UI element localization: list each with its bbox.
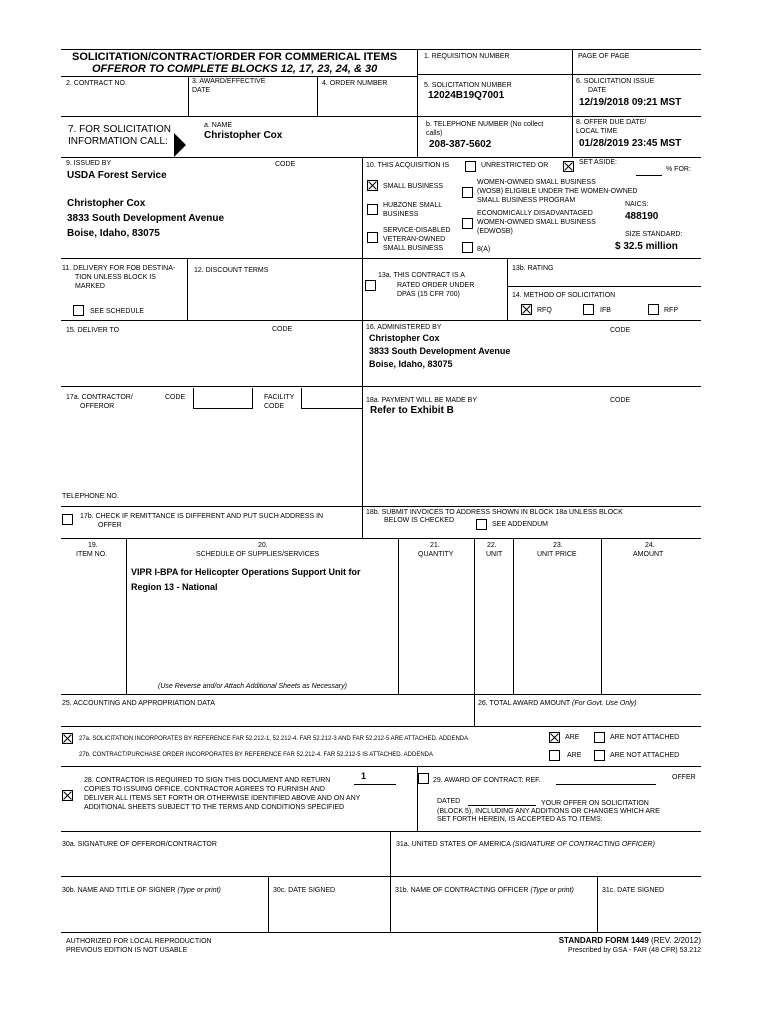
- telephone-no-label: TELEPHONE NO.: [62, 493, 119, 500]
- 27a-are-label: ARE: [565, 734, 580, 741]
- remittance-label-1: 17b. CHECK IF REMITTANCE IS DIFFERENT AND PUT SUCH ADDRESS IN: [80, 513, 324, 520]
- 29-label: 29. AWARD OF CONTRACT: REF.: [433, 777, 541, 784]
- payment-label: 18a. PAYMENT WILL BE MADE BY: [366, 397, 477, 404]
- col22-label: UNIT: [486, 551, 503, 558]
- offeror-signature-label: 30a. SIGNATURE OF OFFEROR/CONTRACTOR: [62, 841, 217, 848]
- schedule-note: (Use Reverse and/or Attach Additional Sheets as Necessary): [158, 683, 347, 690]
- co-name-text: 31b. NAME OF CONTRACTING OFFICER: [395, 887, 529, 894]
- col23-num: 23.: [553, 542, 563, 549]
- hubzone-checkbox[interactable]: [367, 204, 378, 215]
- rfp-checkbox[interactable]: [648, 304, 659, 315]
- 27a-are-checkbox[interactable]: [549, 732, 560, 743]
- admin-name: Christopher Cox: [369, 333, 440, 343]
- hubzone-label-1: HUBZONE SMALL: [383, 202, 443, 209]
- contact-name-label: a. NAME: [204, 122, 233, 129]
- remittance-checkbox[interactable]: [62, 514, 73, 525]
- rfq-checkbox[interactable]: [521, 304, 532, 315]
- order-number-label: 4. ORDER NUMBER: [322, 80, 388, 87]
- col19-num: 19.: [88, 542, 98, 549]
- page-label: PAGE OF PAGE: [578, 53, 630, 60]
- issuer-city: Boise, Idaho, 83075: [67, 228, 160, 239]
- 28-line-1: 28. CONTRACTOR IS REQUIRED TO SIGN THIS DOCUMENT AND RETURN: [84, 777, 331, 784]
- co-date-label: 31c. DATE SIGNED: [602, 887, 665, 894]
- telephone-value: 208-387-5602: [429, 139, 492, 150]
- discount-terms-label: 12. DISCOUNT TERMS: [194, 267, 269, 274]
- signer-name-note: (Type or print): [177, 887, 221, 894]
- wosb-label-1: WOMEN-OWNED SMALL BUSINESS: [477, 179, 596, 186]
- form-subtitle: OFFEROR TO COMPLETE BLOCKS 12, 17, 23, 24, & 30: [92, 63, 378, 75]
- eight-a-label: 8(A): [477, 246, 491, 253]
- naics-label: NAICS:: [625, 201, 649, 208]
- offeror-date-label: 30c. DATE SIGNED: [273, 887, 336, 894]
- payment-value: Refer to Exhibit B: [370, 405, 454, 416]
- co-signature-note: (SIGNATURE OF CONTRACTING OFFICER): [512, 841, 655, 848]
- 29-line-1: YOUR OFFER ON SOLICITATION: [541, 800, 649, 807]
- 28-line-4: ADDITIONAL SHEETS SUBJECT TO THE TERMS AND CONDITIONS SPECIFIED: [84, 804, 345, 811]
- 28-copies: 1: [361, 771, 367, 781]
- eight-a-checkbox[interactable]: [462, 242, 473, 253]
- telephone-label-2: calls): [426, 130, 443, 137]
- solicitation-number-value: 12024B19Q7001: [428, 90, 505, 101]
- rfp-label: RFP: [664, 307, 678, 314]
- rated-order-checkbox[interactable]: [365, 280, 376, 291]
- contractor-code-box[interactable]: [193, 388, 253, 409]
- facility-code-box[interactable]: [301, 388, 362, 409]
- rated-order-label-1: 13a. THIS CONTRACT IS A: [378, 272, 465, 279]
- delivery-fob-label-2: TION UNLESS BLOCK IS: [75, 274, 156, 281]
- info-call-label-2: INFORMATION CALL:: [68, 136, 168, 147]
- pct-for-label: % FOR:: [666, 166, 691, 173]
- set-aside-checkbox[interactable]: [563, 161, 574, 172]
- acquisition-label: 10. THIS ACQUISITION IS: [366, 162, 450, 169]
- footer-reproduction: AUTHORIZED FOR LOCAL REPRODUCTION: [66, 938, 212, 945]
- 29-checkbox[interactable]: [418, 773, 429, 784]
- form-title: SOLICITATION/CONTRACT/ORDER FOR COMMERICAL ITEMS: [72, 51, 398, 63]
- sdvosb-label-3: SMALL BUSINESS: [383, 245, 444, 252]
- contractor-label-2: OFFEROR: [80, 403, 115, 410]
- issuer-street: 3833 South Development Avenue: [67, 213, 225, 224]
- contractor-code-label: CODE: [165, 394, 186, 401]
- edwosb-label-1: ECONOMICALLY DISADVANTAGED: [477, 210, 593, 217]
- issued-by-code-label: CODE: [275, 161, 296, 168]
- admin-city: Boise, Idaho, 83075: [369, 359, 453, 369]
- solicitation-number-label: 5. SOLICITATION NUMBER: [424, 82, 512, 89]
- see-addendum-label: SEE ADDENDUM: [492, 521, 549, 528]
- col22-num: 22.: [487, 542, 497, 549]
- issuer-name: Christopher Cox: [67, 198, 146, 209]
- see-addendum-checkbox[interactable]: [476, 519, 487, 530]
- 28-line-3: DELIVER ALL ITEMS SET FORTH OR OTHERWISE IDENTIFIED ABOVE AND ON ANY: [84, 795, 361, 802]
- offer-due-value: 01/28/2019 23:45 MST: [579, 138, 682, 149]
- method-label: 14. METHOD OF SOLICITATION: [512, 292, 616, 299]
- offer-due-label-2: LOCAL TIME: [576, 128, 618, 135]
- arrow-icon: [174, 133, 186, 157]
- unrestricted-label: UNRESTRICTED OR: [481, 162, 549, 169]
- remittance-label-2: OFFER: [98, 522, 122, 529]
- col20-num: 20.: [258, 542, 268, 549]
- info-call-label-1: 7. FOR SOLICITATION: [68, 124, 171, 135]
- issue-date-label-1: 6. SOLICITATION ISSUE: [576, 78, 655, 85]
- rating-label: 13b. RATING: [512, 265, 554, 272]
- size-standard-label: SIZE STANDARD:: [625, 231, 683, 238]
- telephone-label-1: b. TELEPHONE NUMBER (No collect: [426, 121, 544, 128]
- invoice-label-1: 18b. SUBMIT INVOICES TO ADDRESS SHOWN IN BLOCK 18a UNLESS BLOCK: [366, 509, 623, 516]
- issue-date-label-2: DATE: [588, 87, 607, 94]
- footer-edition: PREVIOUS EDITION IS NOT USABLE: [66, 947, 188, 954]
- set-aside-label: SET ASIDE:: [579, 159, 617, 166]
- accounting-label: 25. ACCOUNTING AND APPROPRIATION DATA: [62, 700, 215, 707]
- deliver-to-code-label: CODE: [272, 326, 293, 333]
- administered-code-label: CODE: [610, 327, 631, 334]
- rfq-label: RFQ: [537, 307, 552, 314]
- col19-label: ITEM NO.: [76, 551, 108, 558]
- delivery-fob-label-1: 11. DELIVERY FOR FOB DESTINA-: [62, 265, 176, 272]
- requisition-number-label: 1. REQUISITION NUMBER: [424, 53, 510, 60]
- footer-prescribed: Prescribed by GSA - FAR (48 CFR) 53.212: [567, 947, 701, 954]
- ifb-checkbox[interactable]: [583, 304, 594, 315]
- small-business-checkbox[interactable]: [367, 180, 378, 191]
- rated-order-label-2: RATED ORDER UNDER: [397, 282, 475, 289]
- hubzone-label-2: BUSINESS: [383, 211, 419, 218]
- 27b-are-not-checkbox[interactable]: [594, 750, 605, 761]
- col24-num: 24.: [645, 542, 655, 549]
- 29-line-3: SET FORTH HEREIN, IS ACCEPTED AS TO ITEMS:: [437, 816, 603, 823]
- total-award-text: 26. TOTAL AWARD AMOUNT: [478, 700, 571, 707]
- 29-line-2: (BLOCK 5), INCLUDING ANY ADDITIONS OR CHANGES WHICH ARE: [437, 808, 660, 815]
- edwosb-checkbox[interactable]: [462, 218, 473, 229]
- award-date-label-2: DATE: [192, 87, 211, 94]
- wosb-label-2: (WOSB) ELIGIBLE UNDER THE WOMEN-OWNED: [477, 188, 638, 195]
- rated-order-label-3: DPAS (15 CFR 700): [397, 291, 460, 298]
- 27b-are-label: ARE: [567, 752, 582, 759]
- contract-no-label: 2. CONTRACT NO.: [66, 80, 127, 87]
- facility-code-label-1: FACILITY: [264, 394, 295, 401]
- deliver-to-label: 15. DELIVER TO: [66, 327, 120, 334]
- 27b-label: 27b. CONTRACT/PURCHASE ORDER INCORPORATES BY REFERENCE FAR 52.212-4. FAR 52.212-5 IS ATTACHED. ADDENDA: [79, 752, 433, 758]
- co-signature-text: 31a. UNITED STATES OF AMERICA: [396, 841, 511, 848]
- schedule-description-1: VIPR I-BPA for Helicopter Operations Support Unit for: [131, 567, 361, 577]
- footer-form-rev: (REV. 2/2012): [651, 936, 701, 945]
- sdvosb-checkbox[interactable]: [367, 232, 378, 243]
- 27a-label: 27a. SOLICITATION INCORPORATES BY REFERENCE FAR 52.212-1, 52.212-4. FAR 52.212-3 AND FAR 52.212-5 ARE ATTACHED. ADDENDA: [79, 736, 469, 742]
- admin-street: 3833 South Development Avenue: [369, 346, 511, 356]
- sdvosb-label-1: SERVICE-DISABLED: [383, 227, 451, 234]
- award-date-label-1: 3. AWARD/EFFECTIVE: [192, 78, 266, 85]
- 27a-checkbox[interactable]: [62, 733, 73, 744]
- col21-num: 21.: [430, 542, 440, 549]
- col24-label: AMOUNT: [633, 551, 664, 558]
- co-name-label: [395, 886, 574, 895]
- issue-date-value: 12/19/2018 09:21 MST: [579, 97, 682, 108]
- col23-label: UNIT PRICE: [537, 551, 577, 558]
- 27a-are-not-label: ARE NOT ATTACHED: [610, 734, 680, 741]
- contact-name-value: Christopher Cox: [204, 130, 283, 141]
- signer-name-text: 30b. NAME AND TITLE OF SIGNER: [62, 887, 176, 894]
- ifb-label: IFB: [600, 307, 611, 314]
- footer-form-name: STANDARD FORM 1449: [558, 936, 649, 945]
- schedule-description-2: Region 13 - National: [131, 582, 218, 592]
- 29-offer: OFFER: [672, 774, 696, 781]
- contractor-label-1: 17a. CONTRACTOR/: [66, 394, 133, 401]
- signer-name-label: [62, 886, 221, 895]
- issuing-agency: USDA Forest Service: [67, 170, 167, 181]
- see-schedule-checkbox[interactable]: [73, 305, 84, 316]
- payment-code-label: CODE: [610, 397, 631, 404]
- wosb-label-3: SMALL BUSINESS PROGRAM: [477, 197, 576, 204]
- see-schedule-label: SEE SCHEDULE: [90, 308, 145, 315]
- footer-form-id: [559, 936, 701, 945]
- sdvosb-label-2: VETERAN-OWNED: [383, 236, 446, 243]
- facility-code-label-2: CODE: [264, 403, 285, 410]
- offer-due-label-1: 8. OFFER DUE DATE/: [576, 119, 647, 126]
- total-award-label: [478, 699, 637, 708]
- invoice-label-2: BELOW IS CHECKED: [384, 517, 455, 524]
- 28-checkbox[interactable]: [62, 790, 73, 801]
- wosb-checkbox[interactable]: [462, 187, 473, 198]
- 27b-are-not-label: ARE NOT ATTACHED: [610, 752, 680, 759]
- small-business-label: SMALL BUSINESS: [383, 183, 444, 190]
- delivery-fob-label-3: MARKED: [75, 283, 105, 290]
- naics-value: 488190: [625, 211, 659, 222]
- 27a-are-not-checkbox[interactable]: [594, 732, 605, 743]
- total-award-note: (For Govt. Use Only): [572, 700, 637, 707]
- unrestricted-checkbox[interactable]: [465, 161, 476, 172]
- 27b-are-checkbox[interactable]: [549, 750, 560, 761]
- col21-label: QUANTITY: [418, 551, 454, 558]
- co-name-note: (Type or print): [530, 887, 574, 894]
- 28-line-2: COPIES TO ISSUING OFFICE. CONTRACTOR AGREES TO FURNISH AND: [84, 786, 325, 793]
- administered-by-label: 16. ADMINISTERED BY: [366, 324, 442, 331]
- issued-by-label: 9. ISSUED BY: [66, 160, 112, 167]
- edwosb-label-2: WOMEN-OWNED SMALL BUSINESS: [477, 219, 596, 226]
- 29-dated: DATED: [437, 798, 461, 805]
- col20-label: SCHEDULE OF SUPPLIES/SERVICES: [196, 551, 320, 558]
- co-signature-label: [396, 840, 655, 849]
- edwosb-label-3: (EDWOSB): [477, 228, 513, 235]
- size-standard-value: $ 32.5 million: [615, 241, 678, 252]
